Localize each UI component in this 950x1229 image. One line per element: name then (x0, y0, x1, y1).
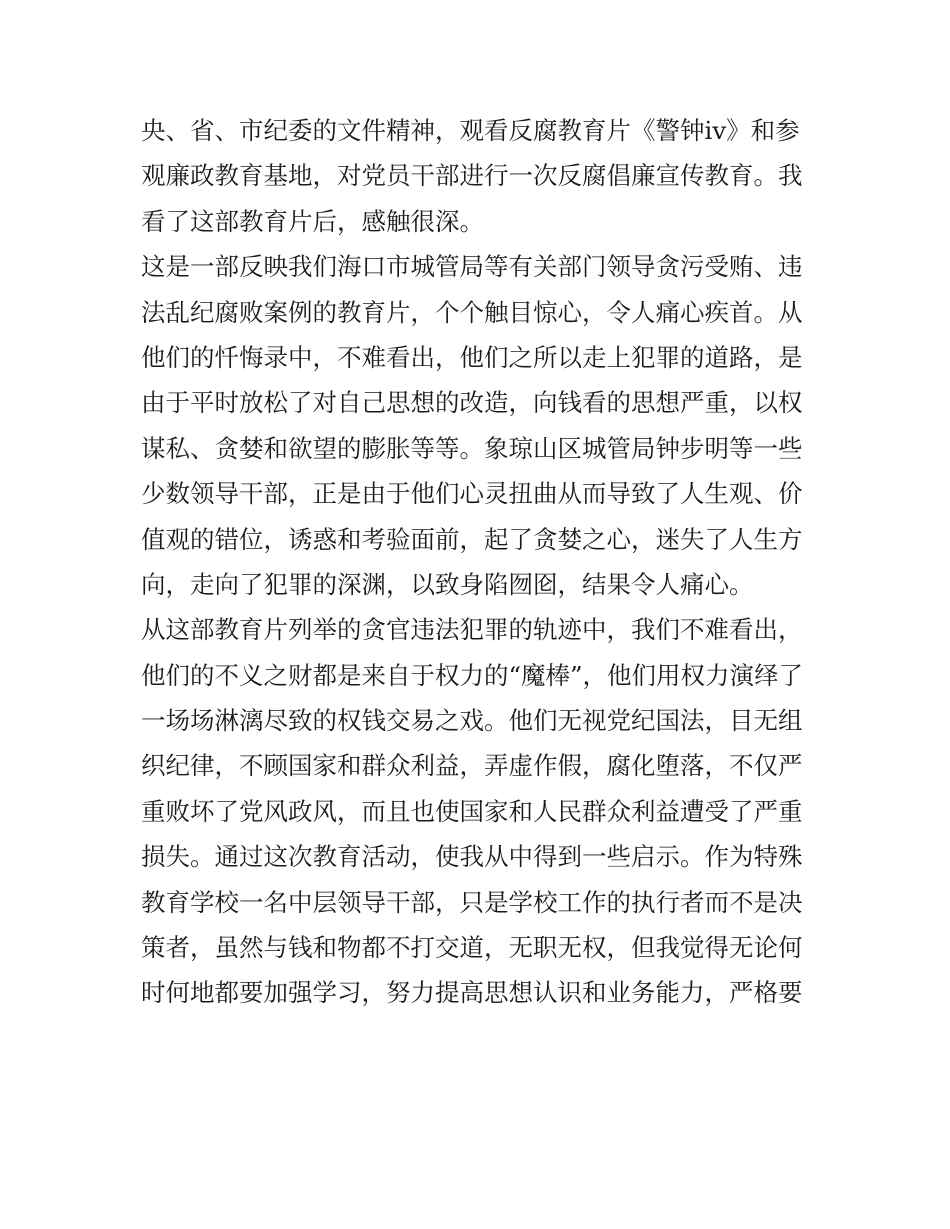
text-line: 重败坏了党风政风，而且也使国家和人民群众利益遭受了严重 (141, 796, 803, 826)
text-line: 时何地都要加强学习，努力提高思想认识和业务能力，严格要 (141, 978, 803, 1008)
text-line: 少数领导干部，正是由于他们心灵扭曲从而导致了人生观、价 (141, 479, 803, 509)
text-line: 观廉政教育基地，对党员干部进行一次反腐倡廉宣传教育。我 (141, 161, 803, 191)
document-body (141, 108, 821, 1016)
text-line: 看了这部教育片后，感触很深。 (141, 206, 484, 236)
text-line: 这是一部反映我们海口市城管局等有关部门领导贪污受贿、违 (141, 252, 803, 282)
text-line: 织纪律，不顾国家和群众利益，弄虚作假，腐化堕落，不仅严 (141, 751, 803, 781)
text-line: 损失。通过这次教育活动，使我从中得到一些启示。作为特殊 (141, 842, 803, 872)
text-line: 由于平时放松了对自己思想的改造，向钱看的思想严重，以权 (141, 388, 803, 418)
text-line: 一场场淋漓尽致的权钱交易之戏。他们无视党纪国法，目无组 (141, 706, 803, 736)
text-line: 谋私、贪婪和欲望的膨胀等等。象琼山区城管局钟步明等一些 (141, 433, 803, 463)
text-line: 值观的错位，诱惑和考验面前，起了贪婪之心，迷失了人生方 (141, 524, 803, 554)
text-line: 教育学校一名中层领导干部，只是学校工作的执行者而不是决 (141, 887, 803, 917)
text-line: 向，走向了犯罪的深渊，以致身陷囫囵，结果令人痛心。 (141, 569, 754, 599)
text-line: 从这部教育片列举的贪官违法犯罪的轨迹中，我们不难看出， (141, 615, 803, 645)
text-line: 策者，虽然与钱和物都不打交道，无职无权，但我觉得无论何 (141, 933, 803, 963)
text-line: 他们的忏悔录中，不难看出，他们之所以走上犯罪的道路，是 (141, 342, 803, 372)
text-line: 央、省、市纪委的文件精神，观看反腐教育片《警钟ⅳ》和参 (141, 116, 800, 145)
text-line: 他们的不义之财都是来自于权力的“魔棒”，他们用权力演绎了 (141, 660, 804, 690)
text-line: 法乱纪腐败案例的教育片，个个触目惊心，令人痛心疾首。从 (141, 297, 803, 327)
